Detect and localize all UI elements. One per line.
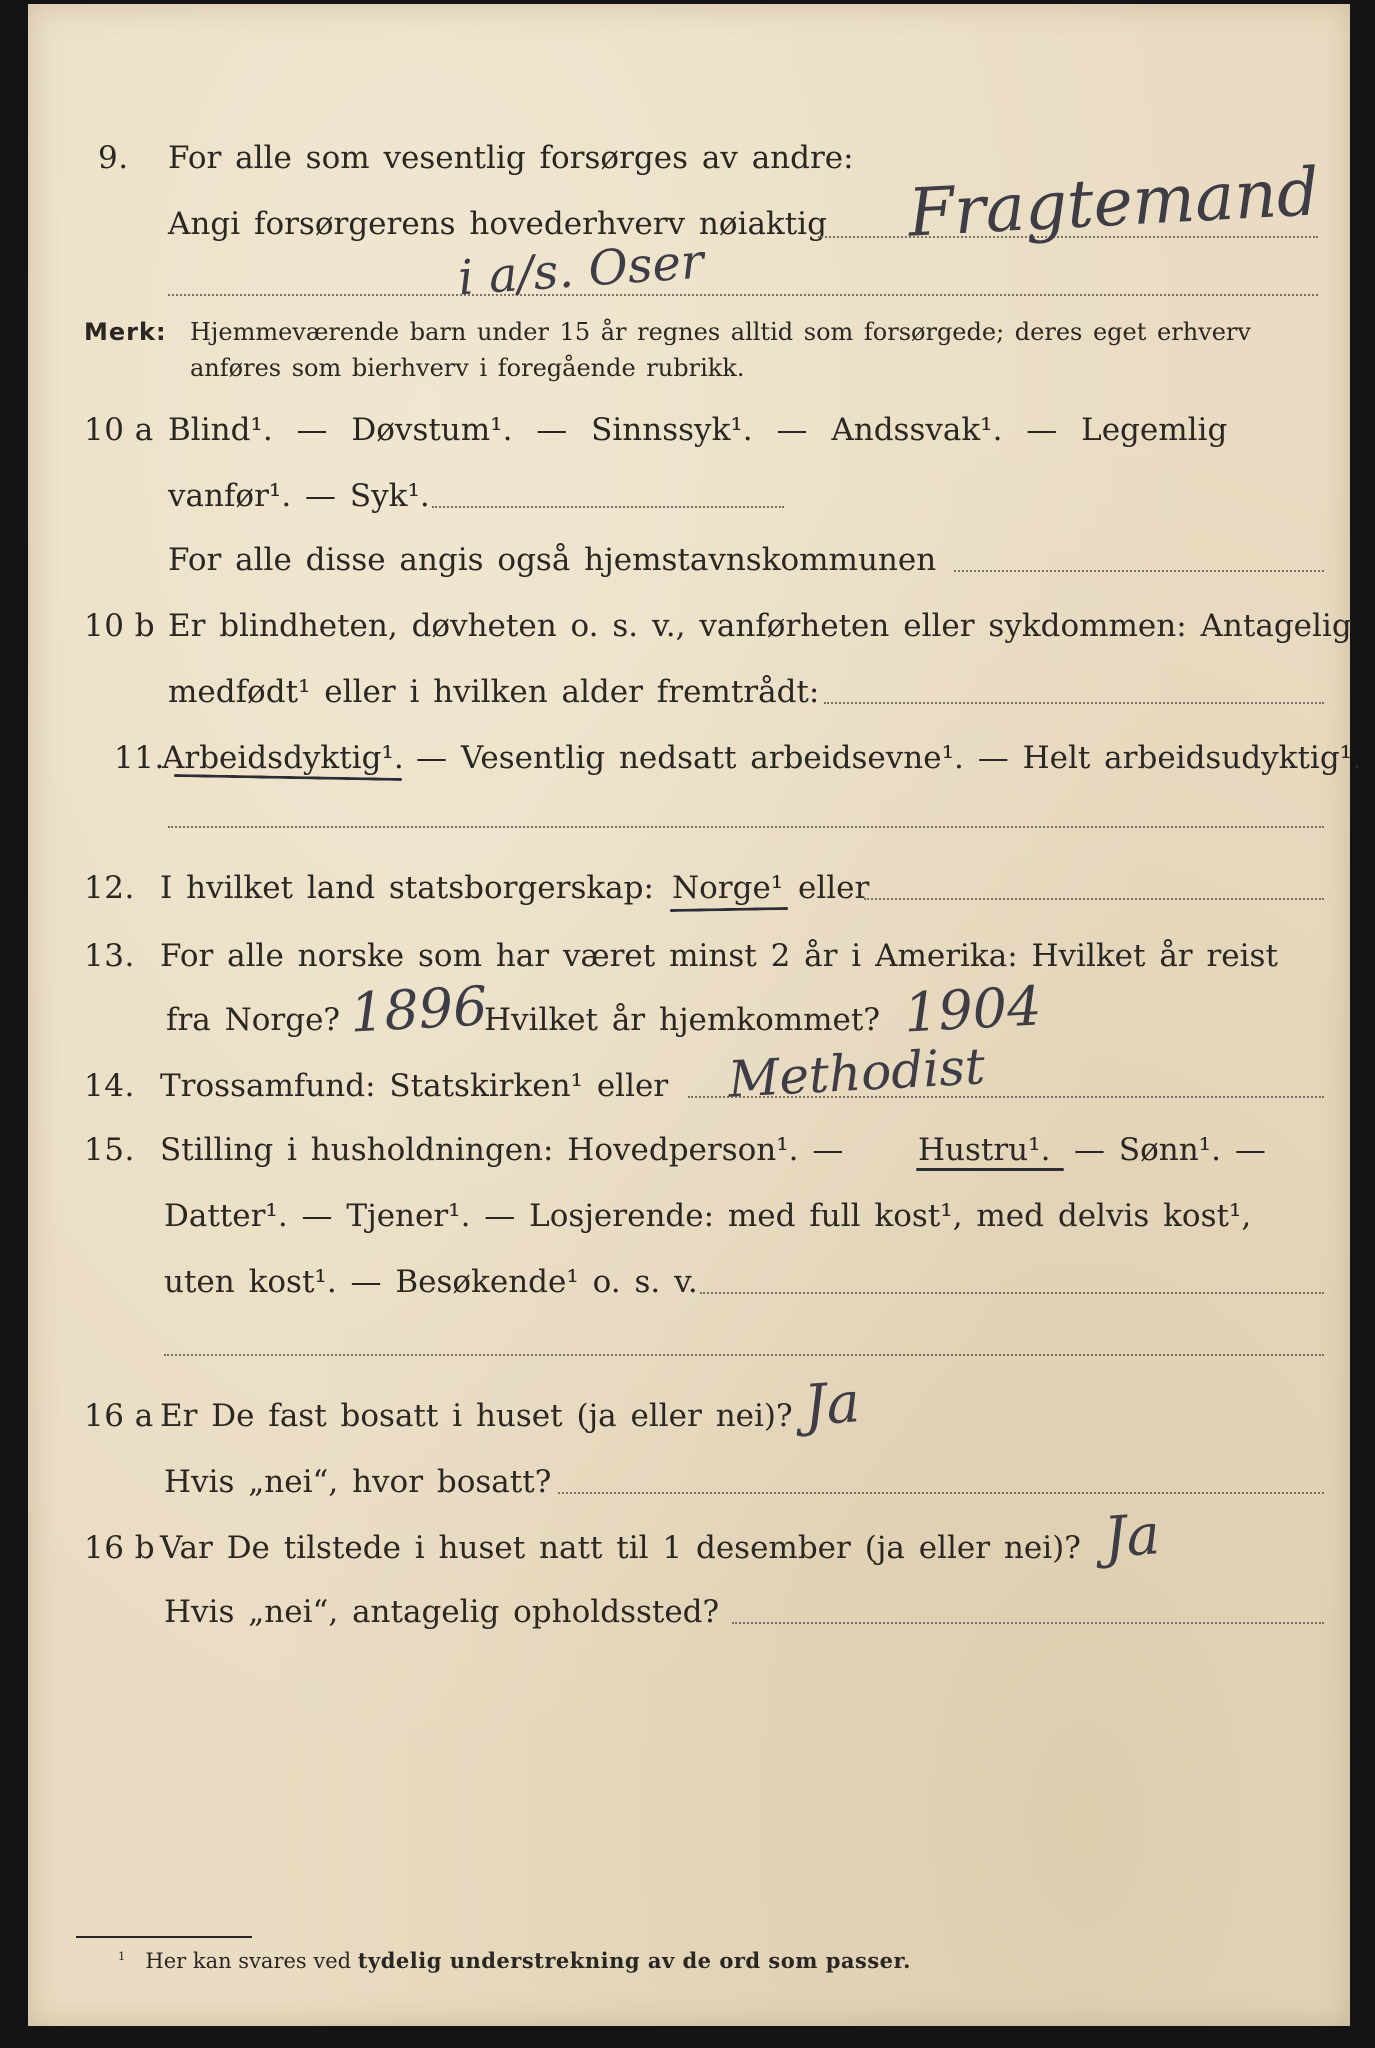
q10a-hometown-line xyxy=(954,570,1324,572)
q12-option-norge: Norge¹ xyxy=(672,870,784,906)
q16a-answer-line xyxy=(558,1492,1324,1494)
q16b-answer-line xyxy=(732,1622,1324,1624)
merk-note-line1: Hjemmeværende barn under 15 år regnes alltid som forsørgede; deres eget erhverv xyxy=(190,318,1251,346)
q15-handwritten-underline xyxy=(916,1168,1064,1171)
q14-handwritten-denomination: Methodist xyxy=(726,1037,987,1109)
q11-answer-line xyxy=(168,826,1324,828)
q9-handwritten-occupation: Fragtemand xyxy=(906,153,1321,252)
q13-number: 13. xyxy=(84,938,135,974)
q15-number: 15. xyxy=(84,1132,135,1168)
q16b-question-line1: Var De tilstede i huset natt til 1 desember (ja eller nei)? xyxy=(160,1530,1081,1566)
q14-question: Trossamfund: Statskirken¹ eller xyxy=(160,1068,669,1104)
q13-question-line1: For alle norske som har været minst 2 år i Amerika: Hvilket år reist xyxy=(160,938,1278,974)
q16a-handwritten-answer: Ja xyxy=(801,1370,863,1439)
q9-handwritten-employer: i a/s. Oser xyxy=(456,233,706,307)
q15-question-line1a: Stilling i husholdningen: Hovedperson¹. — xyxy=(160,1132,844,1168)
q10b-question-line2: medfødt¹ eller i hvilken alder fremtrådt: xyxy=(168,674,820,710)
q10a-answer-line xyxy=(432,506,784,508)
footnote-rule xyxy=(76,1936,252,1938)
q14-number: 14. xyxy=(84,1068,135,1104)
q9-question-line1: For alle som vesentlig forsørges av andre: xyxy=(168,140,854,176)
q9-answer-line2 xyxy=(168,294,1318,296)
footnote-bold-text: tydelig understrekning av de ord som passer. xyxy=(357,1948,911,1973)
q12-question: I hvilket land statsborgerskap: xyxy=(160,870,654,906)
q15-option-hustru: Hustru¹. xyxy=(918,1132,1051,1168)
q10b-question-line1: Er blindheten, døvheten o. s. v., vanførheten eller sykdommen: Antagelig xyxy=(168,608,1352,644)
q11-other-options: — Vesentlig nedsatt arbeidsevne¹. — Helt arbeidsudyktig¹. xyxy=(416,740,1362,776)
q16a-number: 16 a xyxy=(84,1398,154,1434)
q9-number: 9. xyxy=(98,140,129,176)
merk-note-line2: anføres som bierhverv i foregående rubrikk. xyxy=(190,354,745,382)
q15-answer-line2 xyxy=(164,1354,1324,1356)
footnote-mark: 1 xyxy=(118,1949,126,1963)
census-form-page xyxy=(28,4,1362,2026)
q10b-answer-line xyxy=(824,702,1324,704)
q15-question-line2: Datter¹. — Tjener¹. — Losjerende: med full kost¹, med delvis kost¹, xyxy=(164,1198,1252,1234)
merk-label: Merk: xyxy=(84,318,167,346)
q12-handwritten-underline xyxy=(670,907,788,912)
q16b-number: 16 b xyxy=(84,1530,156,1566)
q10a-hometown-question: For alle disse angis også hjemstavnskommunen xyxy=(168,542,937,578)
q10a-options-line1: Blind¹. — Døvstum¹. — Sinnssyk¹. — Andssvak¹. — Legemlig xyxy=(168,412,1228,448)
footnote xyxy=(118,1948,911,1973)
q15-question-line3: uten kost¹. — Besøkende¹ o. s. v. xyxy=(164,1264,698,1300)
q10b-number: 10 b xyxy=(84,608,156,644)
q9-question-line2: Angi forsørgerens hovederhverv nøiaktig xyxy=(168,206,827,242)
q16a-question-line2: Hvis „nei“, hvor bosatt? xyxy=(164,1464,552,1500)
q10a-options-line2: vanfør¹. — Syk¹. xyxy=(168,478,430,514)
q12-answer-line xyxy=(864,898,1324,900)
q16b-handwritten-answer: Ja xyxy=(1101,1502,1163,1571)
q16a-question-line1: Er De fast bosatt i huset (ja eller nei)? xyxy=(160,1398,793,1434)
q13-handwritten-year-left: 1896 xyxy=(348,974,489,1045)
q12-tail: eller xyxy=(798,870,870,906)
q13-question-left: fra Norge? xyxy=(166,1002,341,1038)
footnote-plain-text: Her kan svares ved xyxy=(145,1949,352,1973)
q15-answer-line xyxy=(700,1292,1324,1294)
q13-question-return: Hvilket år hjemkommet? xyxy=(484,1002,880,1038)
q11-option-arbeidsdyktig: Arbeidsdyktig¹. xyxy=(162,740,404,776)
q15-question-line1b: — Sønn¹. — xyxy=(1074,1132,1266,1168)
q10a-number: 10 a xyxy=(84,412,154,448)
q16b-question-line2: Hvis „nei“, antagelig opholdssted? xyxy=(164,1594,720,1630)
q12-number: 12. xyxy=(84,870,135,906)
q13-handwritten-year-return: 1904 xyxy=(902,974,1043,1045)
q11-number: 11. xyxy=(114,740,165,776)
